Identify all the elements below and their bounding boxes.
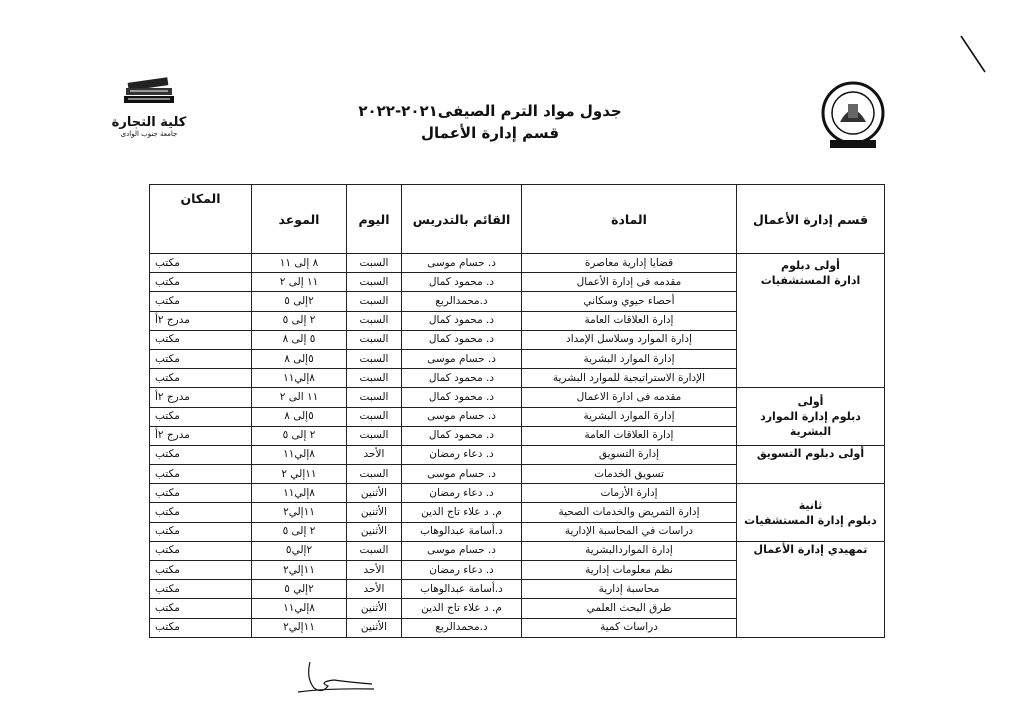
cell-time: ٢ إلى ٥ — [252, 426, 347, 445]
cell-subject: أحصاء حيوي وسكاني — [522, 292, 737, 311]
cell-place: مدرج ٢أ — [150, 388, 252, 407]
cell-place: مكتب — [150, 369, 252, 388]
cell-teacher: د. حسام موسى — [402, 407, 522, 426]
cell-place: مكتب — [150, 292, 252, 311]
cell-day: السبت — [347, 407, 402, 426]
table-row — [150, 445, 885, 464]
cell-time: ٢إلي ٥ — [252, 580, 347, 599]
cell-time: ٢ إلى ٥ — [252, 522, 347, 541]
cell-day: الأثنين — [347, 522, 402, 541]
cell-time: ٨إلي١١ — [252, 599, 347, 618]
cell-place: مكتب — [150, 541, 252, 560]
cell-subject: قضايا إدارية معاصرة — [522, 254, 737, 273]
cell-subject: مقدمه فى ادارة الاعمال — [522, 388, 737, 407]
cell-subject: طرق البحث العلمي — [522, 599, 737, 618]
schedule-table — [149, 184, 885, 638]
cell-teacher: د. محمود كمال — [402, 426, 522, 445]
cell-place: مكتب — [150, 254, 252, 273]
cell-time: ١١إلي٢ — [252, 503, 347, 522]
cell-day: السبت — [347, 465, 402, 484]
cell-day: السبت — [347, 541, 402, 560]
group-label — [737, 388, 885, 446]
cell-place: مكتب — [150, 503, 252, 522]
cell-day: الأثنين — [347, 599, 402, 618]
cell-day: الأحد — [347, 445, 402, 464]
group-label-line2: دبلوم إدارة المستشفيات — [744, 513, 877, 527]
cell-time: ٢إلى ٥ — [252, 292, 347, 311]
cell-day: السبت — [347, 426, 402, 445]
cell-day: السبت — [347, 273, 402, 292]
cell-subject: إدارة التمريض والخدمات الصحية — [522, 503, 737, 522]
group-label-line2: ادارة المستشفيات — [760, 274, 861, 287]
cell-subject: محاسبة إدارية — [522, 580, 737, 599]
cell-day: الأثنين — [347, 503, 402, 522]
cell-day: السبت — [347, 388, 402, 407]
cell-subject: الإدارة الاستراتيجية للموارد البشرية — [522, 369, 737, 388]
book-stack-icon — [120, 76, 178, 110]
cell-day: الأحد — [347, 580, 402, 599]
cell-place: مكتب — [150, 522, 252, 541]
cell-subject: إدارة العلاقات العامة — [522, 426, 737, 445]
cell-time: ٢إلي٥ — [252, 541, 347, 560]
cell-day: السبت — [347, 349, 402, 368]
cell-subject: دراسات كمية — [522, 618, 737, 637]
cell-teacher: د. محمود كمال — [402, 388, 522, 407]
cell-subject: إدارة المواردالبشرية — [522, 541, 737, 560]
cell-place: مدرج ٢أ — [150, 311, 252, 330]
cell-day: السبت — [347, 292, 402, 311]
cell-place: مدرج ٢أ — [150, 426, 252, 445]
cell-place: مكتب — [150, 561, 252, 580]
cell-teacher: د.محمدالربع — [402, 292, 522, 311]
cell-place: مكتب — [150, 580, 252, 599]
cell-place: مكتب — [150, 465, 252, 484]
cell-teacher: د. حسام موسى — [402, 541, 522, 560]
group-label-line1: أولى دبلوم التسويق — [756, 446, 865, 460]
cell-place: مكتب — [150, 484, 252, 503]
table-row — [150, 388, 885, 407]
header-place: المكان — [150, 185, 252, 254]
cell-place: مكتب — [150, 445, 252, 464]
header-teacher: القائم بالتدريس — [402, 185, 522, 254]
group-label — [737, 445, 885, 483]
cell-subject: مقدمه فى إدارة الأعمال — [522, 273, 737, 292]
cell-subject: إدارة الأزمات — [522, 484, 737, 503]
group-label-line1: أولى — [797, 395, 824, 409]
cell-place: مكتب — [150, 407, 252, 426]
cell-teacher: د. محمود كمال — [402, 273, 522, 292]
header-day: اليوم — [347, 185, 402, 254]
title-block — [340, 100, 640, 144]
table-header-row — [150, 185, 885, 254]
cell-place: مكتب — [150, 273, 252, 292]
cell-day: الأحد — [347, 561, 402, 580]
cell-teacher: م. د علاء تاج الدين — [402, 503, 522, 522]
cell-teacher: د.أسامة عبدالوهاب — [402, 522, 522, 541]
group-label — [737, 484, 885, 542]
cell-place: مكتب — [150, 349, 252, 368]
cell-time: ٥ إلى ٨ — [252, 330, 347, 349]
cell-day: السبت — [347, 254, 402, 273]
cell-teacher: د. دعاء رمضان — [402, 561, 522, 580]
cell-subject: إدارة الموارد وسلاسل الإمداد — [522, 330, 737, 349]
cell-place: مكتب — [150, 330, 252, 349]
cell-teacher: م. د علاء تاج الدين — [402, 599, 522, 618]
group-label — [737, 254, 885, 388]
group-label-line1: أولى دبلوم — [781, 259, 840, 272]
cell-teacher: د. محمود كمال — [402, 369, 522, 388]
cell-day: الأثنين — [347, 618, 402, 637]
cell-teacher: د. دعاء رمضان — [402, 445, 522, 464]
header-subject: المادة — [522, 185, 737, 254]
cell-place: مكتب — [150, 599, 252, 618]
header-time: الموعد — [252, 185, 347, 254]
table-row — [150, 541, 885, 560]
cell-time: ١١ إلى ٢ — [252, 273, 347, 292]
cell-time: ٥إلى ٨ — [252, 407, 347, 426]
cell-time: ٨ إلى ١١ — [252, 254, 347, 273]
cell-time: ٥إلى ٨ — [252, 349, 347, 368]
cell-teacher: د. محمود كمال — [402, 330, 522, 349]
cell-subject: إدارة الموارد البشرية — [522, 349, 737, 368]
cell-time: ٨إلي١١ — [252, 369, 347, 388]
cell-time: ١١إلي٢ — [252, 618, 347, 637]
cell-day: السبت — [347, 369, 402, 388]
page-subtitle: قسم إدارة الأعمال — [420, 124, 560, 142]
cell-day: السبت — [347, 311, 402, 330]
page-title: جدول مواد الترم الصيفى٢٠٢١-٢٠٢٢ — [358, 102, 622, 120]
cell-place: مكتب — [150, 618, 252, 637]
cell-teacher: د. حسام موسى — [402, 349, 522, 368]
cell-subject: دراسات في المحاسبة الإدارية — [522, 522, 737, 541]
university-seal-icon — [818, 80, 888, 150]
pen-stroke-mark — [955, 32, 995, 77]
cell-subject: إدارة العلاقات العامة — [522, 311, 737, 330]
cell-teacher: د. حسام موسى — [402, 254, 522, 273]
group-label-line2: دبلوم إدارة الموارد البشرية — [760, 410, 861, 439]
group-label-line1: تمهيدي إدارة الأعمال — [753, 542, 868, 556]
cell-time: ٨إلي١١ — [252, 445, 347, 464]
cell-subject: تسويق الخدمات — [522, 465, 737, 484]
cell-teacher: د. محمود كمال — [402, 311, 522, 330]
group-label — [737, 541, 885, 637]
group-label-line1: ثانية — [798, 498, 823, 512]
cell-day: السبت — [347, 330, 402, 349]
cell-time: ١١إلي٢ — [252, 561, 347, 580]
cell-teacher: د.أسامة عبدالوهاب — [402, 580, 522, 599]
cell-subject: إدارة الموارد البشرية — [522, 407, 737, 426]
handwritten-signature — [288, 658, 378, 698]
table-row — [150, 254, 885, 273]
logo-faculty-name: كلية التجارة — [111, 115, 187, 130]
cell-time: ١١ الى ٢ — [252, 388, 347, 407]
logo-university-name: جامعة جنوب الوادى — [120, 130, 178, 138]
cell-teacher: د. دعاء رمضان — [402, 484, 522, 503]
cell-subject: نظم معلومات إدارية — [522, 561, 737, 580]
cell-teacher: د.محمدالربع — [402, 618, 522, 637]
cell-time: ٢ إلى ٥ — [252, 311, 347, 330]
table-row — [150, 484, 885, 503]
cell-time: ٨إلي١١ — [252, 484, 347, 503]
cell-subject: إدارة التسويق — [522, 445, 737, 464]
header-dept: قسم إدارة الأعمال — [737, 185, 885, 254]
faculty-logo — [110, 76, 188, 146]
cell-teacher: د. حسام موسى — [402, 465, 522, 484]
cell-day: الأثنين — [347, 484, 402, 503]
cell-time: ١١إلي ٢ — [252, 465, 347, 484]
